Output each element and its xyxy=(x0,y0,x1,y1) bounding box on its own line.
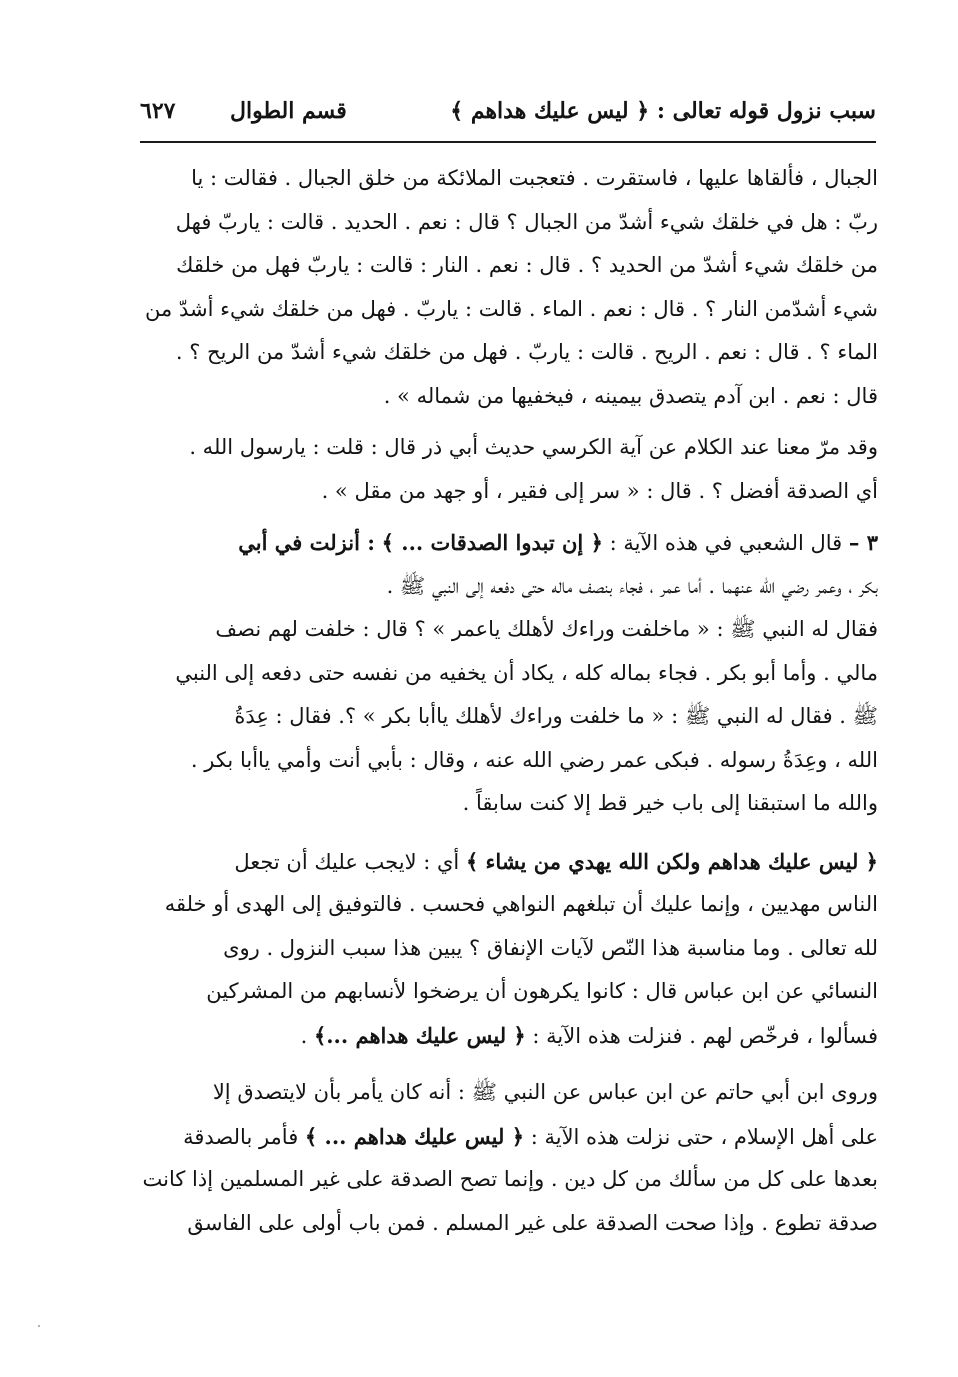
paragraph-5 xyxy=(134,1071,878,1245)
text-segment: : أنزلت في أبي xyxy=(238,530,375,555)
text-line: الجبال ، فألقاها عليها ، فاستقرت . فتعجبت الملائكة من خلق الجبال . فقالت : يا xyxy=(191,166,878,190)
text-line: النسائي عن ابن عباس قال : كانوا يكرهون أن يرضخوا لأنسابهم من المشركين xyxy=(206,979,878,1003)
scan-speck xyxy=(38,1325,40,1327)
text-segment: أي : لايجب عليك أن تجعل xyxy=(234,849,460,874)
page-body xyxy=(134,157,878,1245)
text-segment: قال الشعبي في هذه الآية : xyxy=(609,531,843,555)
text-line: الناس مهديين ، وإنما عليك أن تبلغهم النواهي فحسب . فالتوفيق إلى الهدى أو خلقه xyxy=(164,892,878,916)
text-line: أي الصدقة أفضل ؟ . قال : « سر إلى فقير ، أو جهد من مقل » . xyxy=(321,478,878,503)
text-line: ربّ : هل في خلقك شيء أشدّ من الجبال ؟ قال : نعم . الحديد . قالت : ياربّ فهل xyxy=(175,209,878,234)
text-line: صدقة تطوع . وإذا صحت الصدقة على غير المسلم . فمن باب أولى على الفاسق xyxy=(187,1210,878,1235)
item-number: ٣ – xyxy=(848,530,878,555)
text-line: بكر ، وعمر رضي الله عنهما . أما عمر ، فجاء بنصف ماله حتى دفعه إلى النبي ﷺ . xyxy=(386,573,878,598)
quran-verse: ﴿ ليس عليك هداهم ... ﴾ xyxy=(304,1123,525,1149)
text-line: الله ، وعِدَةُ رسوله . فبكى عمر رضي الله عنه ، وقال : بأبي أنت وأمي ياأبا بكر . xyxy=(190,747,878,772)
paragraph-2 xyxy=(134,426,878,513)
section-name: قسم الطوال xyxy=(230,98,347,124)
text-line: ﷺ . فقال له النبي ﷺ : « ما خلفت وراءك لأهلك ياأبا بكر » ؟. فقال : عِدَةُ xyxy=(234,704,878,728)
text-line xyxy=(134,521,878,565)
text-segment: فأمر بالصدقة xyxy=(183,1124,299,1149)
text-line xyxy=(134,840,878,884)
text-line: والله ما استبقنا إلى باب خير قط إلا كنت سابقاً . xyxy=(462,791,878,815)
text-line xyxy=(134,1014,878,1058)
text-line: شيء أشدّمن النار ؟ . قال : نعم . الماء . قالت : ياربّ . فهل من خلقك شيء أشدّ من xyxy=(145,296,878,321)
text-segment: . xyxy=(300,1023,308,1048)
text-line: مالي . وأما أبو بكر . فجاء بماله كله ، يكاد أن يخفيه من نفسه حتى دفعه إلى النبي xyxy=(175,660,878,685)
paragraph-3 xyxy=(134,521,878,826)
page-number: ٦٢٧ xyxy=(140,98,176,124)
text-line: بعدها على كل من سألك من كل دين . وإنما تصح الصدقة على غير المسلمين إذا كانت xyxy=(142,1167,878,1191)
text-segment: على أهل الإسلام ، حتى نزلت هذه الآية : xyxy=(530,1124,878,1149)
text-line: من خلقك شيء أشدّ من الحديد ؟ . قال : نعم . النار : قالت : ياربّ فهل من خلقك xyxy=(176,253,878,277)
header-divider xyxy=(140,141,876,143)
text-line: فقال له النبي ﷺ : « ماخلفت وراءك لأهلك ياعمر » ؟ قال : خلفت لهم نصف xyxy=(215,617,878,641)
text-line xyxy=(134,1115,878,1159)
text-line: الماء ؟ . قال : نعم . الريح . قالت : ياربّ . فهل من خلقك شيء أشدّ من الريح ؟ . xyxy=(175,340,878,364)
paragraph-4 xyxy=(134,840,878,1058)
quran-verse: ﴿ ليس عليك هداهم ولكن الله يهدي من يشاء ﴾ xyxy=(465,848,878,874)
text-line: وروى ابن أبي حاتم عن ابن عباس عن النبي ﷺ : أنه كان يأمر بأن لايتصدق إلا xyxy=(212,1080,878,1104)
text-segment: فسألوا ، فرخّص لهم . فنزلت هذه الآية : xyxy=(532,1023,878,1048)
text-line: لله تعالى . وما مناسبة هذا النّص لآيات الإنفاق ؟ يبين هذا سبب النزول . روى xyxy=(223,935,878,960)
text-line: قال : نعم . ابن آدم يتصدق بيمينه ، فيخفيها من شماله » . xyxy=(383,383,878,408)
running-header xyxy=(140,94,876,134)
quran-verse: ﴿ ليس عليك هداهم ...﴾ xyxy=(313,1022,526,1048)
text-line: وقد مرّ معنا عند الكلام عن آية الكرسي حديث أبي ذر قال : قلت : يارسول الله . xyxy=(189,435,878,459)
quran-verse: ﴿ إن تبدوا الصدقات ... ﴾ xyxy=(381,530,603,555)
chapter-title: سبب نزول قوله تعالى : ﴿ ليس عليك هداهم ﴾ xyxy=(450,98,876,124)
paragraph-1 xyxy=(134,157,878,418)
